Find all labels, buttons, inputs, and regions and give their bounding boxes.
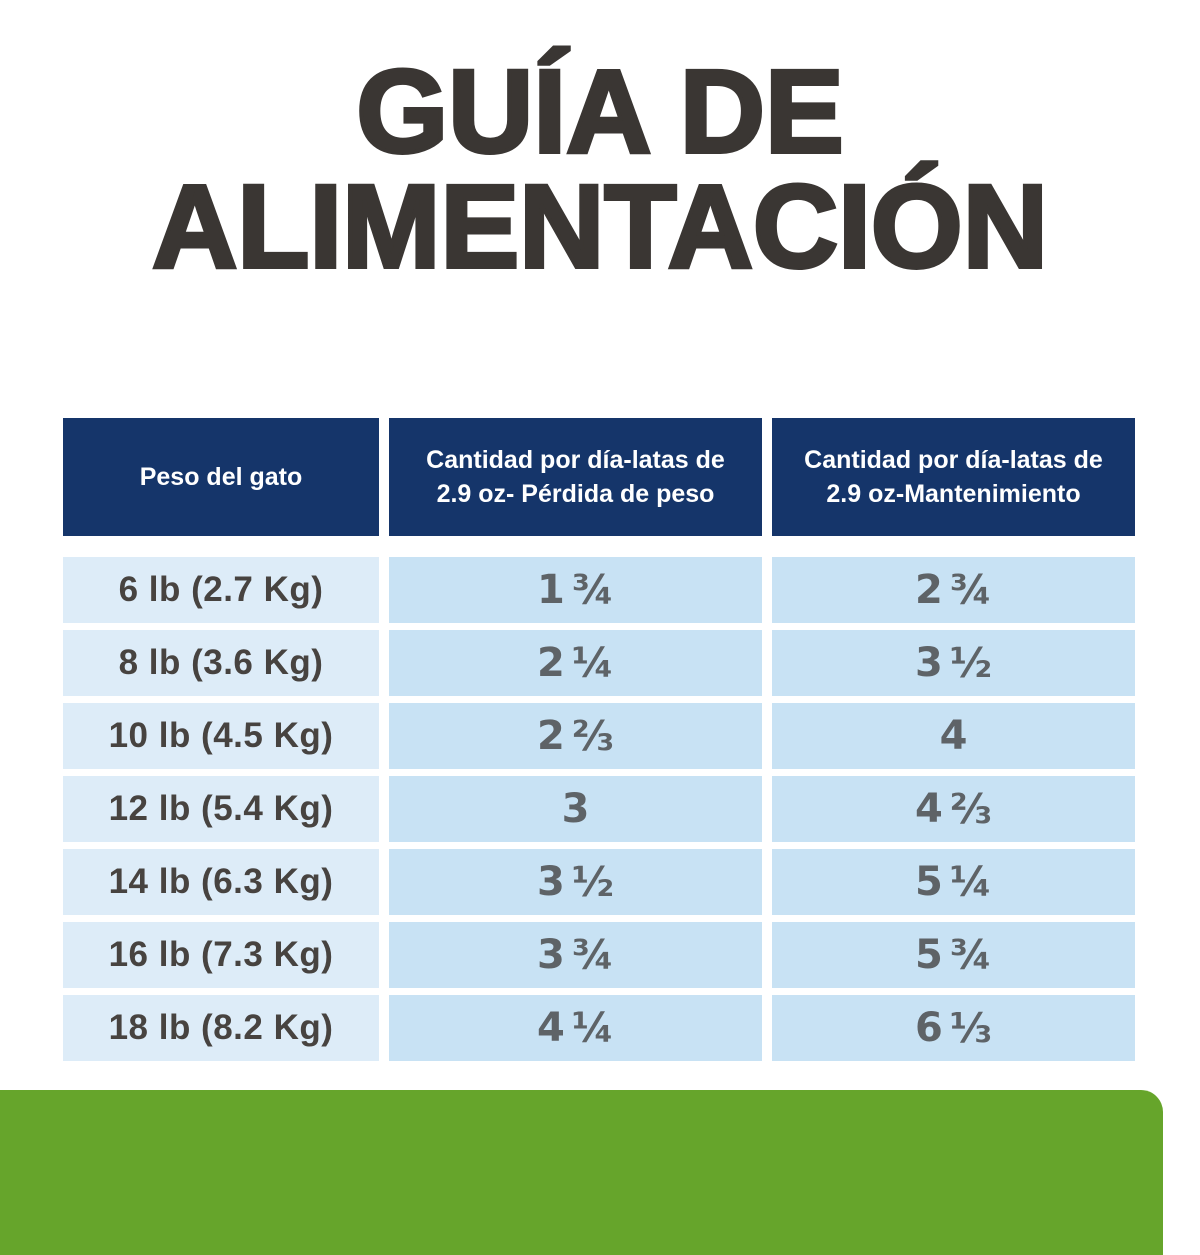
loss-whole-row-2: 2 (536, 640, 565, 686)
weight-cell-row-6: 16 lb (7.3 Kg) (63, 922, 379, 988)
loss-fraction-row-7: ¼ (571, 1004, 615, 1052)
maintenance-amount-cell-row-2 (772, 630, 1135, 696)
maintenance-whole-row-1: 2 (914, 567, 943, 613)
maintenance-whole-row-7: 6 (914, 1005, 943, 1051)
maintenance-whole-row-3: 4 (939, 713, 968, 759)
header-maintenance-line-2: 2.9 oz-Mantenimiento (826, 480, 1081, 508)
maintenance-fraction-row-7: ⅓ (949, 1004, 993, 1052)
header-weight-loss-line-1: Cantidad por día-latas de (426, 446, 725, 474)
loss-whole-row-3: 2 (536, 713, 565, 759)
weight-cell-row-4: 12 lb (5.4 Kg) (63, 776, 379, 842)
loss-amount-cell-row-1 (389, 557, 762, 623)
maintenance-fraction-row-1: ¾ (949, 566, 993, 614)
green-footer-bar (0, 1090, 1163, 1255)
loss-amount-cell-row-7 (389, 995, 762, 1061)
maintenance-amount-cell-row-1 (772, 557, 1135, 623)
maintenance-fraction-row-4: ⅔ (949, 785, 993, 833)
header-cat-weight (63, 418, 379, 536)
weight-cell-row-3: 10 lb (4.5 Kg) (63, 703, 379, 769)
maintenance-whole-row-6: 5 (914, 932, 943, 978)
feeding-table-header-row (63, 418, 1135, 536)
maintenance-whole-row-2: 3 (914, 640, 943, 686)
maintenance-fraction-row-6: ¾ (949, 931, 993, 979)
feeding-table-body (63, 557, 1135, 1061)
maintenance-amount-cell-row-5 (772, 849, 1135, 915)
maintenance-whole-row-4: 4 (914, 786, 943, 832)
page-title-line-1: GUÍA DE (356, 46, 844, 178)
loss-amount-cell-row-6 (389, 922, 762, 988)
loss-whole-row-4: 3 (561, 786, 590, 832)
loss-whole-row-1: 1 (536, 567, 565, 613)
weight-cell-row-1: 6 lb (2.7 Kg) (63, 557, 379, 623)
weight-cell-row-7: 18 lb (8.2 Kg) (63, 995, 379, 1061)
loss-fraction-row-2: ¼ (571, 639, 615, 687)
maintenance-amount-cell-row-6 (772, 922, 1135, 988)
maintenance-amount-cell-row-3 (772, 703, 1135, 769)
maintenance-fraction-row-5: ¼ (949, 858, 993, 906)
loss-fraction-row-3: ⅔ (571, 712, 615, 760)
loss-fraction-row-5: ½ (571, 858, 615, 906)
loss-amount-cell-row-3 (389, 703, 762, 769)
header-weight-loss-amount (389, 418, 762, 536)
maintenance-whole-row-5: 5 (914, 859, 943, 905)
header-weight-loss-line-2: 2.9 oz- Pérdida de peso (436, 480, 715, 508)
loss-whole-row-7: 4 (536, 1005, 565, 1051)
loss-amount-cell-row-4 (389, 776, 762, 842)
feeding-guide-page (0, 46, 1200, 1255)
maintenance-fraction-row-2: ½ (949, 639, 993, 687)
page-title-line-2: ALIMENTACIÓN (152, 161, 1048, 293)
weight-cell-row-2: 8 lb (3.6 Kg) (63, 630, 379, 696)
loss-fraction-row-1: ¾ (571, 566, 615, 614)
loss-whole-row-5: 3 (536, 859, 565, 905)
maintenance-amount-cell-row-7 (772, 995, 1135, 1061)
weight-cell-row-5: 14 lb (6.3 Kg) (63, 849, 379, 915)
loss-fraction-row-6: ¾ (571, 931, 615, 979)
loss-whole-row-6: 3 (536, 932, 565, 978)
header-maintenance-line-1: Cantidad por día-latas de (804, 446, 1103, 474)
header-cat-weight-line-1: Peso del gato (139, 463, 303, 491)
loss-amount-cell-row-5 (389, 849, 762, 915)
feeding-table (63, 418, 1135, 1061)
page-title (0, 46, 1200, 293)
loss-amount-cell-row-2 (389, 630, 762, 696)
maintenance-amount-cell-row-4 (772, 776, 1135, 842)
header-maintenance-amount (772, 418, 1135, 536)
